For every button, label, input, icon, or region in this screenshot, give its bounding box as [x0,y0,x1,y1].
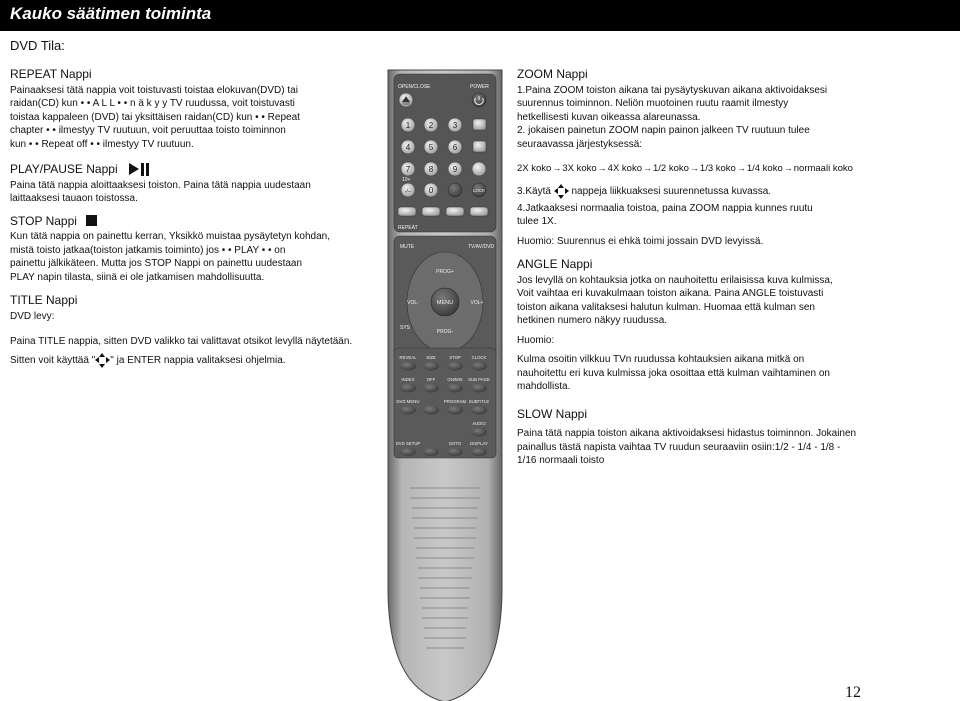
digit-9-label: 9 [452,165,458,174]
row4-label: GOTO [448,441,462,446]
angle-line: Voit vaihtaa eri kuvakulmaan toiston aikana. Paina ANGLE toistuvasti [517,288,824,299]
section-label: DVD Tila: [10,38,65,53]
digit-1-label: 1 [405,121,411,130]
title-line-2-pre: Sitten voit käyttää " [10,354,96,366]
stop-line: PLAY napin tilasta, siinä ei ole jatkamisen mahdollisuutta. [10,271,265,283]
remote-control-image [384,68,506,701]
power-label: POWER [470,84,489,90]
row1-label: STOP [449,355,461,360]
title-subheading: DVD levy: [10,310,55,322]
arrow-icon: → [552,163,562,173]
zoom-line: 2. jokaisen painetun ZOOM napin painon jalkeen TV ruutuun tulee [517,125,810,136]
zoom-line: seuraavassa järjestyksessä: [517,138,643,150]
zoom-step3-post: nappeja liikkuaksesi suurennetussa kuvassa. [571,185,772,197]
rewind-button[interactable] [446,207,464,216]
minus-minus-label: -/-- [404,188,412,195]
arrow-icon: → [689,163,699,173]
page-number: 12 [845,684,861,701]
right-column [517,68,897,468]
row2-label: INDEX [401,377,415,382]
repeat-heading: REPEAT Nappi [10,67,92,81]
row1-label: SIZE [426,355,436,360]
digit-3-label: 3 [452,121,458,130]
zoom-line: hetkellisesti kuvan oikeassa alareunassa. [517,111,701,123]
zoom-step4-line: 4.Jatkaaksesi normaalia toistoa, paina ZOOM nappia kunnes ruutu [517,202,813,214]
menu-label: MENU [436,300,454,306]
index-func-button[interactable] [400,384,416,393]
digit-7-label: 7 [405,165,411,174]
title-button[interactable] [423,406,439,415]
row2-label: ON/MIX [447,377,463,382]
slow-heading: SLOW Nappi [517,406,588,421]
row3-label: PROGRAM [443,399,467,404]
zoom-step: 4X koko [607,163,642,174]
prev-button[interactable] [398,207,416,216]
index-button[interactable] [448,183,462,197]
mute-label: MUTE [400,244,415,250]
zoom-line: 1.Paina ZOOM toiston aikana tai pysäytyskuvan aikana aktivoidaksesi [517,84,828,96]
row3-label: DVD MENU [396,399,420,404]
forward-button[interactable] [470,207,488,216]
dvd-setup-button[interactable] [400,448,416,456]
row4-label: DISPLAY [470,441,488,446]
playpause-heading-text: PLAY/PAUSE Nappi [10,162,118,176]
angle-note-line: mahdollista. [517,381,571,392]
zoom-step3 [517,184,897,199]
slow-line: 1/16 normaali toisto [517,455,605,466]
teletext-button[interactable] [473,141,486,152]
tv-av-dvd-label: TV/AV/DVD [468,244,495,250]
repeat-line: toistaa kappaleen (DVD) tai yksittäisen raidan(CD) kun • • Repeat [10,111,300,123]
digit-8-label: 8 [428,165,434,174]
open-close-label: OPEN/CLOSE [398,84,431,90]
zoom-step: 1/4 koko [746,163,783,174]
prog-minus-label: PROG- [436,329,454,335]
zoom-step: 1/2 koko [652,163,689,174]
repeat-line: kun • • Repeat off • • ilmestyy TV ruutuun. [10,138,194,150]
zoom-step3-pre: 3.Käytä [517,185,551,197]
angle-line: hetkinen numero näkyy ruudussa. [517,315,668,326]
dvd-menu-button[interactable] [400,406,416,415]
zoom-step: 3X koko [562,163,597,174]
display-button[interactable] [471,448,487,456]
arrow-icon: → [642,163,652,173]
angle-heading: ANGLE Nappi [517,257,593,271]
stop-line: painettu jälkikäteen. Mutta jos STOP Nappi on painettu uudestaan [10,258,303,269]
stop-heading-text: STOP Nappi [10,213,77,228]
digit-4-label: 4 [405,143,411,152]
arrow-icon: → [736,163,746,173]
arrow-icon: → [783,163,793,173]
dpad-arrows-icon [554,184,569,199]
on-mix-button[interactable] [447,384,463,393]
row2-label: OFF [426,377,436,382]
subtitle-button[interactable] [471,406,487,415]
program-button[interactable] [447,406,463,415]
row1-label: CLOCK [471,355,487,360]
blank-button[interactable] [423,448,439,456]
stop-button[interactable] [447,362,463,371]
dpad-arrows-icon [95,353,110,368]
page-title: Kauko säätimen toiminta [10,4,212,23]
next-button[interactable] [422,207,440,216]
pp-button[interactable] [473,119,486,130]
audio-label: AUDIO [472,421,486,426]
playpause-line: Paina tätä nappia aloittaaksesi toiston. Paina tätä nappia uudestaan [10,179,311,191]
title-heading: TITLE Nappi [10,293,78,307]
ten-plus-label: 10+ [402,177,411,183]
vol-minus-label: VOL- [407,300,419,306]
stop-heading [10,215,382,229]
zoom-step: normaali koko [793,163,853,174]
prog-plus-label: PROG+ [436,269,454,275]
header-bar [0,0,960,31]
row2-label: SUB PAGE [468,377,490,382]
angle-note-line: Kulma osoitin vilkkuu TVn ruudussa kohtauksien aikana mitkä on [517,354,805,365]
stop-line: mistä toisto jatkaa(toiston jatkamis toiminto) jos • • PLAY • • on [10,244,286,256]
subpage-button[interactable] [471,384,487,393]
stop-icon [86,215,97,226]
repeat-line: chapter • • ilmestyy TV ruutuun, voit peruuttaa toisto toiminnon [10,125,286,136]
lock-label: LOCK [472,188,486,193]
digit-0-label: 0 [428,186,434,195]
repeat-line: raidan(CD) kun • • A L L • • n ä k y y TV ruudussa, voit toistuvasti [10,98,295,109]
goto-button[interactable] [447,448,463,456]
slow-line: painallus tästä napista vaihtaa TV ruudun seuraaviin osiin:1/2 - 1/4 - 1/8 - [517,441,841,453]
zoom-line: suurennus toiminnon. Neliön muotoinen ruutu raamit ilmestyy [517,98,789,109]
row3-label: SUBTITLE [468,399,490,404]
angle-line: toiston aikana valitaksesi halutun kulman. Huomaa että kulman sen [517,301,815,313]
left-column [10,68,382,368]
slow-line: Paina tätä nappia toiston aikana aktivoidaksesi hidastus toiminnon. Jokainen [517,428,857,439]
playpause-heading [10,163,382,177]
zoom-note: Huomio: Suurennus ei ehkä toimi jossain DVD levyissä. [517,235,764,247]
row4-label: DVD SETUP [395,441,421,446]
title-line-2 [10,353,382,368]
info-button[interactable] [472,162,486,176]
arrow-icon: → [597,163,607,173]
zoom-step: 1/3 koko [699,163,736,174]
playpause-line: laittaaksesi tauaon toistossa. [10,193,138,204]
sys-label: SYS [400,325,411,331]
angle-line: Jos levyllä on kohtauksia jotka on nauhoitettu erilaisissa kuva kulmissa, [517,274,833,286]
audio-button[interactable] [471,428,487,437]
reveal-button[interactable] [400,362,416,371]
size-button[interactable] [423,362,439,371]
digit-6-label: 6 [452,143,458,152]
angle-note-heading: Huomio: [517,334,555,346]
repeat-label: REPEAT [398,225,418,231]
title-line: Paina TITLE nappia, sitten DVD valikko tai valittavat otsikot levyllä näytetään. [10,336,353,347]
digit-5-label: 5 [428,143,434,152]
off-button[interactable] [423,384,439,393]
digit-2-label: 2 [428,121,434,130]
zoom-heading: ZOOM Nappi [517,67,588,81]
angle-note-line: nauhoitettu eri kuva kulmissa joka osoittaa että kulman vaihtaminen on [517,367,830,379]
zoom-step4-line: tulee 1X. [517,216,557,227]
row1-label: REVEAL [399,355,417,360]
stop-line: Kun tätä nappia on painettu kerran, Yksikkö muistaa pysäytetyn kohdan, [10,231,331,242]
title-line-2-post: " ja ENTER nappia valitaksesi ohjelmia. [110,354,286,366]
zoom-sequence [517,162,897,176]
clock-button[interactable] [471,362,487,371]
repeat-line: Painaaksesi tätä nappia voit toistuvasti toistaa elokuvan(DVD) tai [10,84,298,96]
zoom-step: 2X koko [517,163,552,174]
play-pause-icon [129,163,151,176]
vol-plus-label: VOL+ [470,300,484,306]
